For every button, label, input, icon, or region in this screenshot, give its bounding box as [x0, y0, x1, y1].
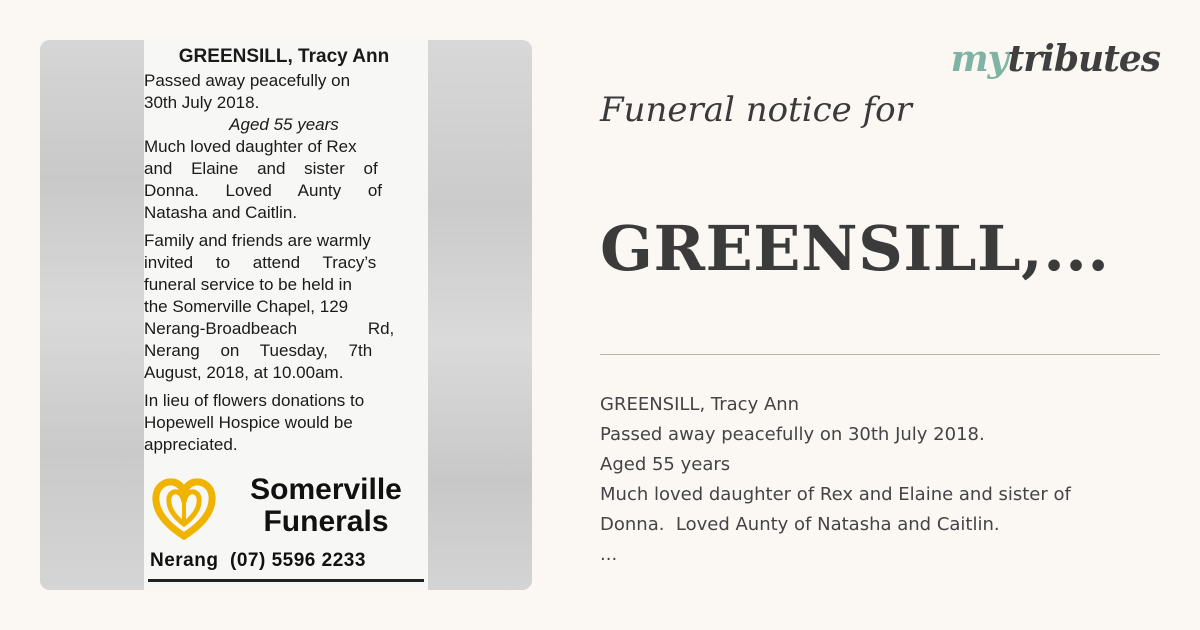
notice-excerpt	[600, 390, 1140, 570]
funeral-home-logo	[144, 472, 428, 582]
clipping-line: Hopewell Hospice would be	[144, 413, 353, 432]
clipping-line: Natasha and Caitlin.	[144, 203, 298, 222]
mytributes-logo[interactable]	[951, 38, 1160, 80]
funeral-home-name	[226, 474, 426, 538]
divider	[600, 354, 1160, 355]
clipping-line: Family and friends are warmly	[144, 231, 371, 250]
notice-subtitle: Funeral notice for	[600, 90, 912, 130]
notice-blur-right	[428, 40, 532, 590]
excerpt-line: GREENSILL, Tracy Ann	[600, 394, 800, 415]
funeral-home-name-line: Somerville	[250, 473, 402, 506]
clipping-line: 30th July 2018.	[144, 93, 260, 112]
clipping-line: In lieu of flowers donations to	[144, 391, 365, 410]
clipping-line: funeral service to be held in	[144, 275, 352, 294]
notice-blur-left	[40, 40, 144, 590]
clipping-line: and Elaine and sister of	[144, 159, 378, 178]
clipping-line: Much loved daughter of Rex	[144, 137, 357, 156]
clipping-line: Nerang-Broadbeach Rd,	[144, 319, 395, 338]
clipping-line: appreciated.	[144, 435, 238, 454]
clipping-line: Passed away peacefully on	[144, 71, 351, 90]
clipping-bottom-rule	[148, 579, 424, 582]
excerpt-ellipsis: ...	[600, 544, 618, 565]
clipping-line: invited to attend Tracy’s	[144, 253, 377, 272]
excerpt-line: Much loved daughter of Rex and Elaine and sister of	[600, 484, 1071, 505]
notice-image	[40, 40, 532, 590]
clipping-line: August, 2018, at 10.00am.	[144, 363, 344, 382]
newspaper-clipping	[144, 40, 428, 590]
brand-part-tributes: tributes	[1007, 38, 1160, 80]
somerville-heart-logo-icon	[152, 478, 216, 540]
clipping-line: Donna. Loved Aunty of	[144, 181, 383, 200]
deceased-name-heading: GREENSILL,...	[600, 212, 1110, 285]
clipping-line: the Somerville Chapel, 129	[144, 297, 349, 316]
excerpt-line: Aged 55 years	[600, 454, 731, 475]
funeral-home-phone: Nerang (07) 5596 2233	[150, 550, 366, 571]
excerpt-line: Donna. Loved Aunty of Natasha and Caitlin.	[600, 514, 1000, 535]
excerpt-line: Passed away peacefully on 30th July 2018.	[600, 424, 985, 445]
clipping-title: GREENSILL, Tracy Ann	[178, 46, 390, 67]
clipping-aged: Aged 55 years	[229, 115, 339, 134]
clipping-line: Nerang on Tuesday, 7th	[144, 341, 373, 360]
brand-part-my: my	[950, 38, 1008, 80]
funeral-home-name-line: Funerals	[263, 505, 389, 538]
